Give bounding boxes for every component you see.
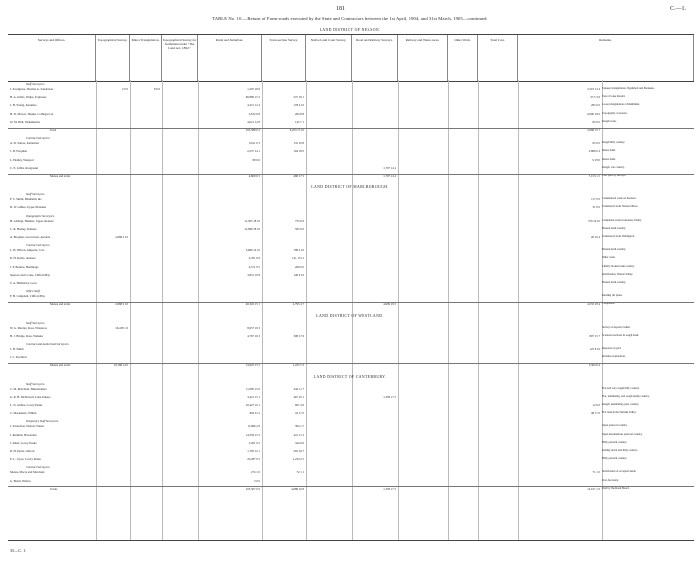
table-cell: 2,257 14 1 bbox=[247, 149, 260, 154]
row-label: Staff Surveyors. bbox=[26, 192, 45, 197]
table-cell: 2,868 0 4 bbox=[588, 149, 600, 154]
row-label: E. L. Joyce, Lowry Peaks bbox=[10, 457, 41, 462]
table-cell: 565 9 0 bbox=[295, 226, 304, 231]
table-row bbox=[8, 95, 694, 99]
remarks-cell: Loose triangulation at Mokihinui. bbox=[602, 103, 640, 107]
column-header: Minor Triangulation. bbox=[130, 35, 162, 81]
table-cell: 12,098 18 10 bbox=[244, 226, 260, 231]
row-label: Contract Surveyors. bbox=[26, 243, 51, 248]
table-cell: 140 6 10 bbox=[293, 272, 304, 277]
row-label: H. D. Mowat, Takaka, Collingwood bbox=[10, 111, 54, 116]
row-label: J. C. Rochfort bbox=[10, 355, 27, 360]
table-cell: 275 18 1 bbox=[293, 95, 304, 100]
table-cell: 4,688 16 8 bbox=[291, 486, 304, 491]
row-label: A. Brogden, Grovetown, Awatere bbox=[10, 235, 51, 239]
table-cell: 2,068 15 7 bbox=[587, 128, 600, 132]
table-cell: 1,707 14 4 bbox=[383, 165, 396, 170]
table-cell: 71 1 0 bbox=[592, 470, 600, 475]
table-cell: 13,625 15 5 bbox=[245, 363, 260, 368]
table-row bbox=[8, 273, 694, 277]
subheading-row bbox=[8, 136, 694, 140]
subheading-row bbox=[8, 243, 694, 247]
table-cell: 65 0 0 bbox=[592, 141, 600, 146]
table-row bbox=[8, 294, 694, 298]
table-row bbox=[8, 103, 694, 107]
table-cell: 105,507 0 0 bbox=[245, 486, 260, 491]
table-cell: 10,427 10 1 bbox=[245, 403, 260, 407]
column-header: Other Work. bbox=[448, 35, 478, 81]
row-label: Spencer and Cooke, Clifford Bay bbox=[10, 272, 51, 277]
table-cell: 98 6 6 bbox=[252, 157, 260, 162]
table-cell: 344 6 6 bbox=[295, 440, 304, 445]
table-cell: 468 17 5 bbox=[293, 174, 304, 178]
table-cell: 798 2 10 bbox=[293, 248, 304, 253]
remarks-cell: Broken bush country. bbox=[602, 281, 626, 284]
table-cell: 4,767 16 3 bbox=[247, 333, 260, 338]
table-cell: 4,609 6 5 bbox=[248, 174, 260, 178]
remarks-cell: Broken bush country. bbox=[602, 248, 626, 252]
table-cell: 48 17 0 bbox=[591, 411, 600, 416]
row-label: L. N. Gillies, Lowry Peaks bbox=[10, 403, 43, 407]
table-cell: 135 10 8 bbox=[293, 141, 304, 146]
table-cell: 4,761 6 6 bbox=[248, 256, 260, 261]
row-label: L. Hedley, Westport bbox=[10, 157, 35, 162]
row-label: Temporary Staff Surveyors. bbox=[26, 419, 59, 424]
table-cell: 1,707 14 4 bbox=[383, 174, 396, 178]
row-label: W. M. Hall, Wakamarina bbox=[10, 119, 40, 124]
total-rule bbox=[8, 486, 694, 487]
total-row bbox=[8, 302, 694, 306]
remarks-cell: Flat land in the Waitaki Valley. bbox=[602, 411, 637, 415]
total-rule bbox=[8, 363, 694, 364]
column-header: Total Cost. bbox=[478, 35, 518, 81]
row-label: J. P. Bourne, Hermitage bbox=[10, 264, 39, 269]
table-cell: 1,234 2 5 bbox=[292, 457, 304, 462]
table-cell: 421 11 2 bbox=[293, 432, 304, 437]
row-label: T. A. Hebberley, Goru bbox=[10, 281, 37, 285]
column-header: Railway and Water-races. bbox=[398, 35, 448, 81]
table-row bbox=[8, 112, 694, 116]
table-row bbox=[8, 281, 694, 285]
table-cell: 467 10 1 bbox=[293, 394, 304, 399]
table-cell: 308 17 6 bbox=[293, 333, 304, 338]
table-cell: 807 15 7 bbox=[589, 333, 600, 338]
table-cell: 4,571 9 5 bbox=[248, 264, 260, 269]
section-title: LAND DISTRICT OF WESTLAND. bbox=[316, 313, 384, 318]
table-cell: 1,795 12 1 bbox=[247, 449, 260, 453]
section-title: LAND DISTRICT OF MARLBOROUGH. bbox=[311, 185, 389, 190]
remarks-cell: Other work. bbox=[602, 256, 616, 260]
table-cell: 2 0 0 bbox=[122, 87, 128, 91]
table-cell: 579 10 10 bbox=[588, 218, 600, 223]
table-row bbox=[8, 457, 694, 461]
table-row bbox=[8, 326, 694, 330]
table-cell: 3,669 14 10 bbox=[245, 248, 260, 253]
row-label: C. E. Gibbs, Rongotaki bbox=[10, 165, 39, 170]
remarks-cell: Post-Secretary. bbox=[602, 478, 619, 482]
remarks-cell: Rough hilly country. bbox=[602, 141, 626, 145]
table-cell: 72 1 1 bbox=[296, 470, 304, 475]
table-cell: 125 8 10 bbox=[589, 347, 600, 351]
row-label: H. Girlingi, Hanmer, Upper Awatere bbox=[10, 218, 54, 223]
table-cell: 5,304 6 4 bbox=[588, 363, 600, 368]
column-header: Native Land Court Survey. bbox=[306, 35, 352, 81]
row-label: Staff Surveyors. bbox=[26, 82, 45, 86]
row-label: C. R. Hedley, Kaituna bbox=[10, 226, 37, 231]
total-rule bbox=[8, 174, 694, 175]
table-header bbox=[8, 34, 694, 82]
row-label: J. Strauchon, Nelson, Waiau bbox=[10, 424, 44, 429]
remarks-cell: Hilly pastoral country. bbox=[602, 457, 628, 461]
remarks-cell: Rough, wet country. bbox=[602, 165, 625, 169]
table-cell: 264 8 8 bbox=[295, 111, 304, 116]
row-label: Means, Macre and Marchant bbox=[10, 470, 45, 475]
table-row bbox=[8, 355, 694, 359]
remarks-cell: Transferred from Nelson Office. bbox=[602, 205, 639, 209]
table-row bbox=[8, 395, 694, 399]
remarks-cell: Reading off plans. bbox=[602, 294, 623, 298]
row-label: A. D. Sutton, Kaiteriteri bbox=[10, 141, 39, 146]
table-cell: 6,253 17 10 bbox=[289, 128, 304, 132]
table-row bbox=[8, 334, 694, 338]
table-cell: 11,666 2 9 bbox=[247, 424, 260, 429]
total-row bbox=[8, 128, 694, 132]
table-row bbox=[8, 87, 694, 91]
table-cell: 26 10 4 bbox=[591, 235, 600, 239]
table-cell: 202 16 7 bbox=[293, 449, 304, 453]
remarks-cell: Flat, undulating, and rough bushy country. bbox=[602, 394, 650, 398]
row-label: Topographic Surveyors. bbox=[26, 213, 55, 218]
table-cell: 3,831 10 8 bbox=[247, 272, 260, 277]
table-cell: 4,609 19 5 bbox=[383, 302, 396, 307]
table-row bbox=[8, 441, 694, 445]
table-cell: 2,795 4 7 bbox=[292, 302, 304, 307]
column-header: Topographical Survey. bbox=[96, 35, 130, 81]
table-body bbox=[8, 80, 694, 541]
total-row bbox=[8, 363, 694, 367]
remarks-cell: Paid by the Road Board. bbox=[602, 486, 630, 490]
row-label: R. H. Parris, Oxford bbox=[10, 449, 35, 453]
remarks-cell: Topography of Aorere. bbox=[602, 111, 628, 115]
row-label: J. H. Farquhar bbox=[10, 149, 28, 154]
row-label: J. Allen, Lowry Peaks bbox=[10, 440, 37, 445]
remarks-cell: Upkeep triangulation, Ngatimoti and Motueka. bbox=[602, 87, 655, 90]
row-label: F. H. Campbell, Clifford Bay bbox=[10, 294, 45, 299]
row-label: J. Reddick, Hawarden bbox=[10, 432, 37, 437]
table-cell: 11,085 15 0 bbox=[245, 386, 260, 391]
remarks-cell: Dense bush. bbox=[602, 157, 616, 161]
remarks-cell: Includes exploration. bbox=[602, 355, 626, 359]
table-cell: 394 1 7 bbox=[295, 424, 304, 429]
table-row bbox=[8, 449, 694, 453]
table-cell: 1,207 18 6 bbox=[247, 87, 260, 91]
row-label: Total bbox=[50, 128, 57, 132]
subheading-row bbox=[8, 192, 694, 196]
remarks-cell: Subdivision of accepted lands. bbox=[602, 470, 637, 474]
subheading-row bbox=[8, 214, 694, 218]
row-label: Means and totals bbox=[50, 302, 71, 307]
remarks-cell: East of Lake Rotoiti. bbox=[602, 95, 626, 99]
table-cell: 274 1 0 bbox=[251, 470, 260, 475]
table-cell: 105,588 0 2 bbox=[245, 128, 260, 132]
table-row bbox=[8, 470, 694, 474]
table-row bbox=[8, 120, 694, 124]
table-cell: 3,812 6 8 bbox=[248, 111, 260, 116]
table-cell: 12 6 0 bbox=[592, 403, 600, 407]
table-row bbox=[8, 166, 694, 170]
table-cell: 5,291 9 2 bbox=[248, 440, 260, 445]
row-label: R. H. Kettle, Awatere bbox=[10, 256, 36, 261]
table-cell: 4,533 18 4 bbox=[587, 302, 600, 307]
table-cell: 3,611 0 3 bbox=[248, 141, 260, 146]
remarks-cell: Broken bush country. bbox=[602, 226, 626, 230]
section-title: LAND DISTRICT OF CANTERBURY. bbox=[313, 374, 387, 379]
remarks-cell: Completed work in Awatere Valley. bbox=[602, 218, 642, 222]
table-cell: 178 4 10 bbox=[293, 103, 304, 108]
table-cell: 7,153 1 5 bbox=[588, 174, 600, 178]
table-cell: 1,225 5 3 bbox=[292, 363, 304, 368]
table-row bbox=[8, 479, 694, 483]
table-row bbox=[8, 411, 694, 415]
subheading-row bbox=[8, 419, 694, 423]
row-label: Means and totals bbox=[50, 174, 71, 178]
table-cell: 82 0 0 bbox=[592, 119, 600, 124]
table-cell: 37,5 3 6 bbox=[590, 95, 600, 100]
row-label: H. A. Gibbs, Waipa, Tophouse bbox=[10, 95, 47, 100]
table-row bbox=[8, 235, 694, 239]
table-cell: 117 0 0 bbox=[591, 197, 600, 202]
remarks-cell: Subdivision, Wairau Valley. bbox=[602, 272, 634, 276]
total-rule bbox=[8, 128, 694, 129]
table-row bbox=[8, 248, 694, 252]
column-header: Road and Railway Surveys. bbox=[352, 35, 398, 81]
remarks-cell: Dense bush. bbox=[602, 149, 616, 153]
row-label: D. W. Gillies, Upper Motueka bbox=[10, 205, 47, 210]
remarks-cell: Flat and very rough hilly country. bbox=[602, 386, 640, 390]
table-cell: 145 7 1 bbox=[295, 119, 304, 124]
row-label: L. B. Wilson, Ahiparia, Cote bbox=[10, 248, 45, 253]
remarks-cell: Scattered sections in rough bush. bbox=[602, 333, 639, 337]
table-row bbox=[8, 149, 694, 153]
subheading-row bbox=[8, 382, 694, 386]
table-cell: 8,957 19 3 bbox=[247, 325, 260, 330]
remarks-cell: Chiefly broken bush country. bbox=[602, 264, 635, 268]
row-label: Means and totals bbox=[50, 363, 71, 368]
table-cell: 16,438 1 6 bbox=[115, 325, 128, 330]
table-cell: 23,287 0 5 bbox=[247, 457, 260, 462]
total-rule bbox=[8, 302, 694, 303]
table-cell: 1,358 17 5 bbox=[383, 394, 396, 399]
table-row bbox=[8, 256, 694, 260]
row-label: Contract Surveyors. bbox=[26, 136, 51, 141]
table-cell: 2,668 2 10 bbox=[115, 235, 128, 239]
table-row bbox=[8, 141, 694, 145]
remarks-cell: Survey of deposit claims. bbox=[602, 325, 631, 329]
remarks-cell: Open pastoral country. bbox=[602, 424, 628, 428]
table-row bbox=[8, 158, 694, 162]
table-cell: 14,259 15 2 bbox=[245, 432, 260, 437]
remarks-cell: Completed. bbox=[602, 302, 615, 306]
remarks-cell: Rough work. bbox=[602, 119, 617, 123]
total-row bbox=[8, 487, 694, 491]
column-header: Remarks. bbox=[518, 35, 694, 81]
table-row bbox=[8, 227, 694, 231]
column-header: Surveys and Offices. bbox=[8, 35, 96, 81]
row-label: J. H. Young, Karamea bbox=[10, 103, 37, 108]
row-label: C. Mackenzie, Wilkin bbox=[10, 411, 37, 416]
table-row bbox=[8, 219, 694, 223]
table-cell: 3 0 0 bbox=[254, 478, 260, 483]
subheading-row bbox=[8, 342, 694, 346]
table-row bbox=[8, 403, 694, 407]
row-label: G. Baird, Timaru bbox=[10, 478, 31, 483]
table-row bbox=[8, 424, 694, 428]
table-row bbox=[8, 347, 694, 351]
remarks-cell: Fees paid by surveys. bbox=[602, 174, 627, 177]
subheading-row bbox=[8, 465, 694, 469]
subheading-row bbox=[8, 82, 694, 86]
table-cell: 6,000 18 0 bbox=[587, 111, 600, 116]
remarks-cell: Hilly pastoral country. bbox=[602, 440, 628, 444]
table-cell: 141 13 11 bbox=[292, 256, 304, 261]
row-label: J. H. Smith bbox=[10, 347, 24, 351]
table-cell: 735 6 6 bbox=[295, 218, 304, 223]
row-label: F. S. Smith, Blenheim, &c. bbox=[10, 197, 43, 202]
page-code: C.—1. bbox=[669, 6, 686, 12]
page-header bbox=[0, 4, 700, 28]
table-cell: 19,168 14 0 bbox=[113, 363, 128, 368]
table-cell: 804 0 11 bbox=[249, 411, 260, 416]
table-cell: 8 6 6 bbox=[154, 87, 160, 91]
page-number: 181 bbox=[336, 6, 345, 12]
column-header: Topographical Survey for Settlement under "The Land Act, 1892." bbox=[162, 35, 198, 81]
table-cell: 2,668 2 10 bbox=[115, 302, 128, 307]
table-row bbox=[8, 265, 694, 269]
remarks-cell: Commenced work on Awatere. bbox=[602, 197, 637, 201]
table-row bbox=[8, 197, 694, 201]
table-cell: 4,321 12 4 bbox=[247, 103, 260, 108]
row-label: Totals bbox=[50, 486, 58, 491]
total-row bbox=[8, 174, 694, 178]
subheading-row bbox=[8, 289, 694, 293]
table-cell: 1,358 17 5 bbox=[383, 486, 396, 491]
row-label: Office Staff. bbox=[26, 289, 41, 294]
row-label: Staff Surveyors. bbox=[26, 381, 45, 386]
row-label: J. Snodgrass, Thomas G. Sanderson bbox=[10, 87, 54, 91]
table-cell: 9 18 0 bbox=[592, 157, 600, 162]
table-cell: 104 18 0 bbox=[293, 149, 304, 154]
row-label: Contract and Authorised Surveyors. bbox=[26, 342, 70, 346]
table-cell: 11,305 18 10 bbox=[244, 218, 260, 223]
page-title: TABLE No. 10.—Return of Farm-roads executed by the State and Contractors between the 1st April, 1904, and 31st March, 1905—continued. bbox=[212, 16, 488, 21]
remarks-cell: Rough, undulating grass country. bbox=[602, 403, 640, 406]
page-footer: 35—C. 1. bbox=[10, 548, 27, 553]
remarks-cell: Rolling down and hilly country. bbox=[602, 449, 638, 452]
table-cell: 697 4 6 bbox=[295, 403, 304, 407]
table-cell: 295 0 0 bbox=[591, 103, 600, 108]
column-header: Town-section Survey. bbox=[262, 35, 306, 81]
row-label: W. G. Murray, Ross, Whataroa bbox=[10, 325, 47, 330]
table-cell: 5,519 13 4 bbox=[587, 87, 600, 91]
table-cell: 40,345 15 1 bbox=[245, 302, 260, 307]
table-cell: 31 0 0 bbox=[592, 205, 600, 210]
table-cell: 12,917 1 0 bbox=[587, 486, 600, 491]
row-label: H. J. Bridge, Ross, Weheka bbox=[10, 333, 43, 338]
remarks-cell: Deposits of gold. bbox=[602, 347, 622, 350]
table-cell: 4,021 12 8 bbox=[247, 119, 260, 124]
table-cell: 43 17 0 bbox=[295, 411, 304, 416]
row-label: Staff Surveyors. bbox=[26, 320, 45, 325]
section-title: LAND DISTRICT OF NELSON. bbox=[319, 28, 381, 32]
remarks-cell: Transferred from Wellington. bbox=[602, 235, 635, 238]
subheading-row bbox=[8, 321, 694, 325]
row-label: Contract Surveyors. bbox=[26, 465, 51, 470]
table-cell: 266 6 0 bbox=[295, 264, 304, 269]
table-cell: 66,869 15 2 bbox=[245, 95, 260, 100]
table-cell: 3,421 15 1 bbox=[247, 394, 260, 399]
row-label: C. M. Marchant, Hakataramea bbox=[10, 386, 47, 391]
table-row bbox=[8, 387, 694, 391]
table-row bbox=[8, 205, 694, 209]
table-cell: 442 11 7 bbox=[293, 386, 304, 391]
row-label: G. R. H. McDowell, Lake Tekapo bbox=[10, 394, 51, 399]
column-header: Rural and Suburban. bbox=[198, 35, 262, 81]
table-row bbox=[8, 433, 694, 437]
remarks-cell: Open mountainous pastoral country. bbox=[602, 432, 643, 436]
